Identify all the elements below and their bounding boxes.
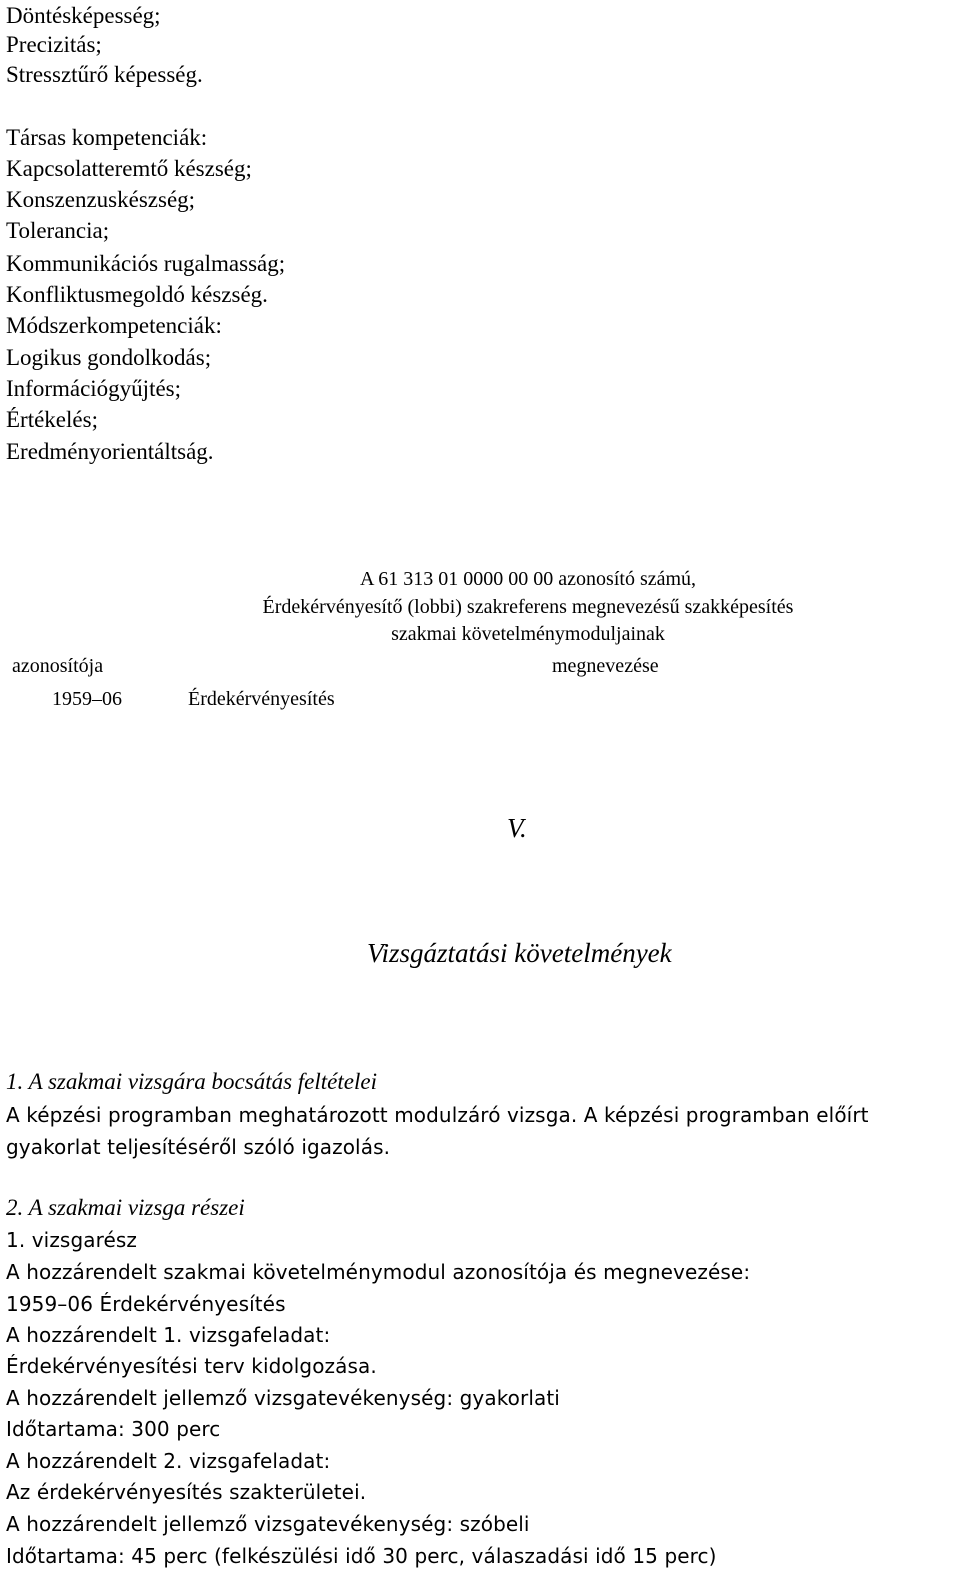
list-heading: Társas kompetenciák: (6, 125, 208, 150)
paragraph-line: A képzési programban meghatározott modulzáró vizsga. A képzési programban előírt (6, 1103, 869, 1127)
intro-line: szakmai követelménymoduljainak (391, 623, 665, 645)
list-item: Stressztűrő képesség. (6, 62, 203, 87)
paragraph-line: A hozzárendelt 2. vizsgafeladat: (6, 1449, 331, 1473)
chapter-number: V. (507, 813, 527, 843)
list-heading: Módszerkompetenciák: (6, 313, 222, 338)
paragraph-line: A hozzárendelt jellemző vizsgatevékenység: gyakorlati (6, 1386, 560, 1410)
paragraph-line: Érdekérvényesítési terv kidolgozása. (6, 1354, 377, 1378)
intro-line: A 61 313 01 0000 00 00 azonosító számú, (359, 568, 697, 590)
list-item: Logikus gondolkodás; (6, 345, 212, 370)
paragraph-line: Az érdekérvényesítés szakterületei. (6, 1480, 367, 1504)
column-header-id: azonosítója (12, 655, 104, 677)
section-heading: 1. A szakmai vizsgára bocsátás feltételei (6, 1069, 377, 1094)
list-item: Döntésképesség; (6, 3, 161, 28)
list-item: Tolerancia; (6, 218, 110, 243)
module-name: Érdekérvényesítés (188, 688, 335, 710)
paragraph-line: A hozzárendelt szakmai követelménymodul azonosítója és megnevezése: (6, 1260, 751, 1284)
paragraph-line: Időtartama: 300 perc (6, 1417, 221, 1441)
list-item: Értékelés; (6, 407, 98, 432)
list-item: Kommunikációs rugalmasság; (6, 251, 286, 276)
paragraph-line: 1959–06 Érdekérvényesítés (6, 1292, 286, 1316)
list-item: Konszenzuskészség; (6, 187, 196, 212)
list-item: Precizitás; (6, 32, 102, 57)
intro-line: Érdekérvényesítő (lobbi) szakreferens megnevezésű szakképesítés (262, 596, 794, 618)
section-heading: 2. A szakmai vizsga részei (6, 1195, 245, 1220)
paragraph-line: A hozzárendelt 1. vizsgafeladat: (6, 1323, 331, 1347)
chapter-title: Vizsgáztatási követelmények (367, 938, 672, 968)
module-id: 1959–06 (52, 688, 122, 710)
paragraph-line: 1. vizsgarész (6, 1228, 138, 1252)
column-header-name: megnevezése (552, 655, 659, 677)
paragraph-line: Időtartama: 45 perc (felkészülési idő 30 perc, válaszadási idő 15 perc) (6, 1544, 717, 1568)
paragraph-line: A hozzárendelt jellemző vizsgatevékenység: szóbeli (6, 1512, 530, 1536)
list-item: Információgyűjtés; (6, 376, 182, 401)
paragraph-line: gyakorlat teljesítéséről szóló igazolás. (6, 1135, 391, 1159)
list-item: Eredményorientáltság. (6, 439, 214, 464)
list-item: Kapcsolatteremtő készség; (6, 156, 252, 181)
list-item: Konfliktusmegoldó készség. (6, 282, 268, 307)
